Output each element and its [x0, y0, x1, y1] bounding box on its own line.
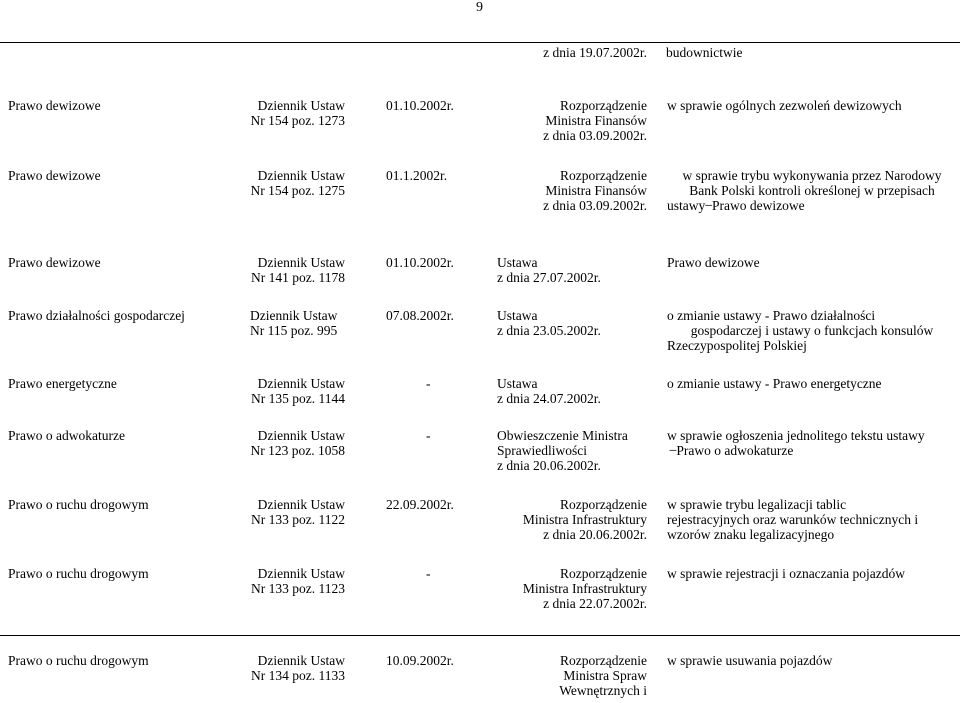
subject-cell: Prawo o ruchu drogowym: [8, 566, 149, 581]
description-line: ̶ Prawo o adwokaturze: [673, 443, 794, 458]
act-line: Ustawa: [497, 308, 538, 323]
description-line: w sprawie trybu legalizacji tablic: [667, 497, 847, 512]
journal-cell: [250, 98, 345, 128]
act-line: z dnia 27.07.2002r.: [497, 270, 601, 285]
description-line: w sprawie rejestracji i oznaczania pojazdów: [667, 566, 906, 581]
description-line: budownictwie: [666, 45, 743, 60]
journal-line: Dziennik Ustaw: [257, 653, 345, 668]
act-line: Ustawa: [497, 376, 538, 391]
journal-line: Dziennik Ustaw: [257, 428, 345, 443]
journal-line: Nr 135 poz. 1144: [251, 391, 345, 406]
date-cell: 22.09.2002r.: [386, 497, 454, 512]
act-line: Rozporządzenie: [560, 566, 647, 581]
journal-line: Nr 133 poz. 1122: [251, 512, 345, 527]
act-line: Ministra Finansów: [545, 113, 647, 128]
description-line: o zmianie ustawy - Prawo energetyczne: [667, 376, 882, 391]
act-line: Sprawiedliwości: [497, 443, 587, 458]
journal-line: Nr 141 poz. 1178: [251, 270, 345, 285]
top-rule: [0, 42, 960, 43]
journal-cell: [250, 308, 345, 338]
subject-cell: Prawo energetyczne: [8, 376, 117, 391]
act-line: z dnia 19.07.2002r.: [543, 45, 647, 60]
act-line: Wewnętrznych i: [559, 683, 647, 698]
journal-cell: [250, 566, 345, 596]
journal-line: Dziennik Ustaw: [257, 497, 345, 512]
journal-line: Nr 115 poz. 995: [250, 323, 338, 338]
journal-line: Dziennik Ustaw: [257, 376, 345, 391]
subject-cell: Prawo o adwokaturze: [8, 428, 125, 443]
bottom-rule: [0, 635, 960, 636]
description-line: ustawy ̶ Prawo dewizowe: [667, 198, 805, 213]
act-line: z dnia 20.06.2002r.: [497, 458, 601, 473]
subject-cell: Prawo dewizowe: [8, 168, 101, 183]
description-line: w sprawie ogólnych zezwoleń dewizowych: [667, 98, 902, 113]
act-line: Obwieszczenie Ministra: [497, 428, 628, 443]
act-cell: [497, 168, 647, 213]
act-line: Rozporządzenie: [560, 168, 647, 183]
description-cell: [667, 653, 957, 668]
journal-cell: [250, 376, 345, 406]
description-cell: [667, 168, 957, 213]
description-line: gospodarczej i ustawy o funkcjach konsulów: [690, 323, 934, 338]
act-cell: [497, 653, 647, 698]
act-line: z dnia 24.07.2002r.: [497, 391, 601, 406]
journal-line: Nr 133 poz. 1123: [251, 581, 345, 596]
description-cell: [667, 308, 957, 353]
description-cell: [667, 255, 957, 270]
date-cell: -: [426, 566, 431, 581]
act-line: z dnia 03.09.2002r.: [543, 198, 647, 213]
date-cell: -: [426, 428, 431, 443]
description-line: w sprawie usuwania pojazdów: [667, 653, 833, 668]
journal-cell: [250, 428, 345, 458]
journal-cell: [250, 168, 345, 198]
date-cell: 07.08.2002r.: [386, 308, 454, 323]
subject-cell: Prawo dewizowe: [8, 255, 101, 270]
act-line: Ministra Finansów: [545, 183, 647, 198]
act-cell: [497, 308, 647, 338]
description-line: w sprawie ogłoszenia jednolitego tekstu ustawy: [667, 428, 925, 443]
journal-cell: [250, 653, 345, 683]
description-line: w sprawie trybu wykonywania przez Narodowy: [682, 168, 942, 183]
journal-line: Dziennik Ustaw: [257, 98, 345, 113]
journal-cell: [250, 497, 345, 527]
description-line: Rzeczypospolitej Polskiej: [667, 338, 807, 353]
description-line: wzorów znaku legalizacyjnego: [667, 527, 835, 542]
act-line: Ministra Spraw: [563, 668, 647, 683]
description-cell: [667, 98, 957, 113]
description-cell: [667, 566, 957, 581]
description-line: rejestracyjnych oraz warunków technicznych i: [667, 512, 919, 527]
description-line: Prawo dewizowe: [667, 255, 760, 270]
journal-line: Dziennik Ustaw: [257, 255, 345, 270]
date-cell: -: [426, 376, 431, 391]
journal-line: Dziennik Ustaw: [250, 308, 338, 323]
description-cell: [667, 497, 957, 542]
journal-line: Nr 154 poz. 1275: [250, 183, 345, 198]
description-line: Bank Polski kontroli określonej w przepisach: [689, 183, 935, 198]
act-line: Ministra Infrastruktury: [522, 581, 647, 596]
act-line: z dnia 22.07.2002r.: [543, 596, 647, 611]
date-cell: 01.10.2002r.: [386, 98, 454, 113]
act-line: Rozporządzenie: [560, 98, 647, 113]
act-line: Rozporządzenie: [560, 497, 647, 512]
journal-line: Nr 154 poz. 1273: [250, 113, 345, 128]
date-cell: 10.09.2002r.: [386, 653, 454, 668]
journal-line: Nr 123 poz. 1058: [250, 443, 345, 458]
date-cell: 01.10.2002r.: [386, 255, 454, 270]
subject-cell: Prawo o ruchu drogowym: [8, 497, 149, 512]
date-cell: 01.1.2002r.: [386, 168, 448, 183]
journal-line: Nr 134 poz. 1133: [251, 668, 345, 683]
act-cell: [497, 45, 647, 60]
act-line: z dnia 23.05.2002r.: [497, 323, 601, 338]
journal-cell: [250, 255, 345, 285]
description-cell: [667, 376, 957, 391]
act-line: z dnia 20.06.2002r.: [543, 527, 647, 542]
act-line: z dnia 03.09.2002r.: [543, 128, 647, 143]
subject-cell: Prawo o ruchu drogowym: [8, 653, 149, 668]
journal-line: Dziennik Ustaw: [257, 168, 345, 183]
description-cell: [667, 428, 957, 458]
act-cell: [497, 376, 647, 406]
subject-cell: Prawo dewizowe: [8, 98, 101, 113]
description-line: o zmianie ustawy - Prawo działalności: [667, 308, 876, 323]
subject-cell: Prawo działalności gospodarczej: [8, 308, 185, 323]
description-cell: [666, 45, 956, 60]
act-cell: [497, 98, 647, 143]
act-cell: [497, 497, 647, 542]
act-cell: [497, 566, 647, 611]
act-line: Rozporządzenie: [560, 653, 647, 668]
journal-line: Dziennik Ustaw: [257, 566, 345, 581]
act-cell: [497, 255, 647, 285]
act-cell: [497, 428, 647, 473]
act-line: Ustawa: [497, 255, 538, 270]
act-line: Ministra Infrastruktury: [522, 512, 647, 527]
page-number: 9: [476, 0, 483, 15]
